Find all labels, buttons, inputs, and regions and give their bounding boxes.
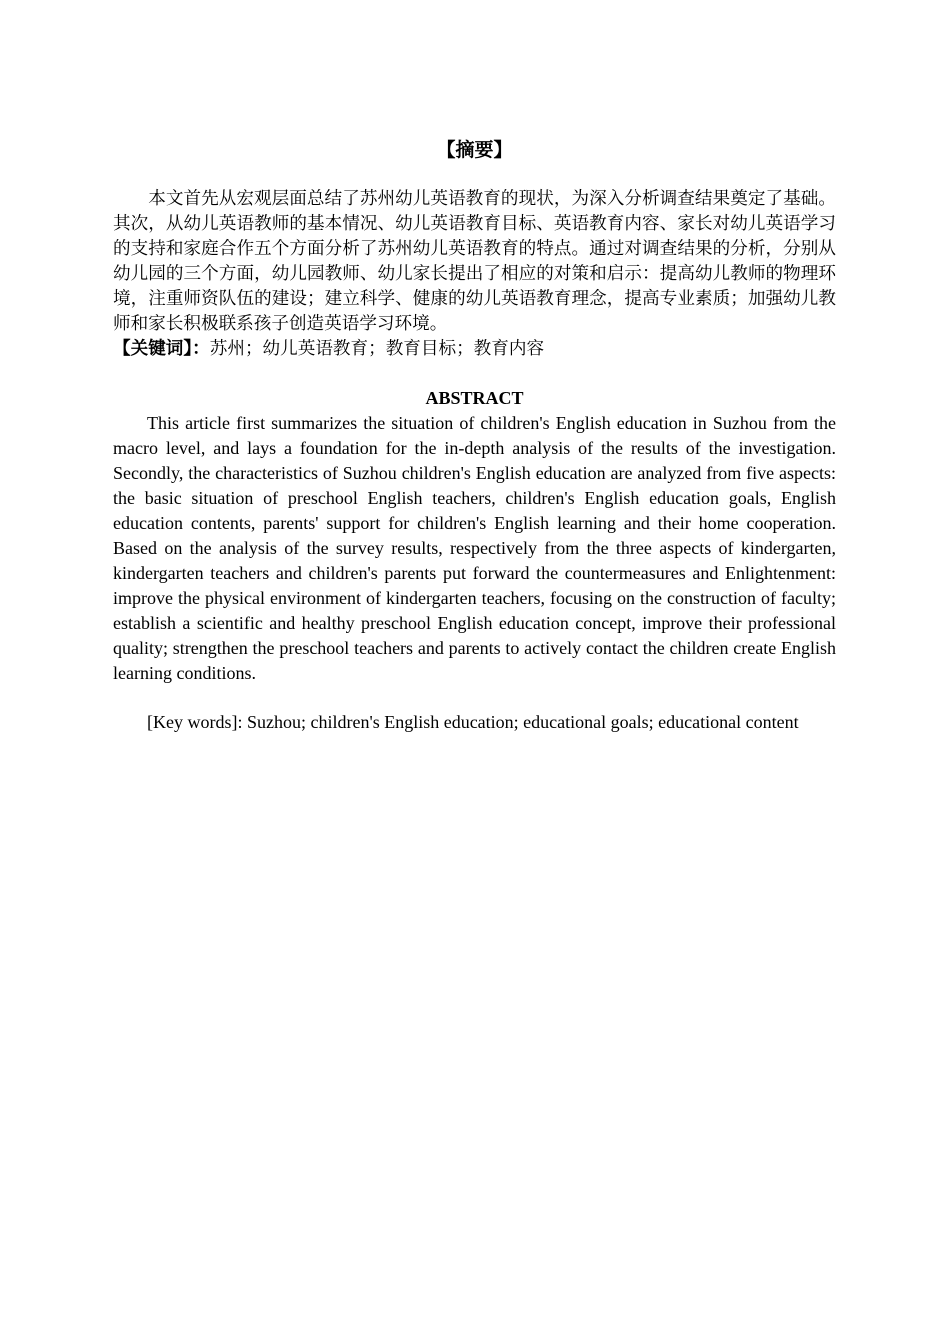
chinese-abstract-body: 本文首先从宏观层面总结了苏州幼儿英语教育的现状，为深入分析调查结果奠定了基础。其次，从幼儿英语教师的基本情况、幼儿英语教育目标、英语教育内容、家长对幼儿英语学习的支持和家庭合作五个方面分析了苏州幼儿英语教育的特点。通过对调查结果的分析，分别从幼儿园的三个方面，幼儿园教师、幼儿家长提出了相应的对策和启示：提高幼儿教师的物理环境，注重师资队伍的建设；建立科学、健康的幼儿英语教育理念，提高专业素质；加强幼儿教师和家长积极联系孩子创造英语学习环境。 <box>113 189 836 334</box>
chinese-abstract-title: 【摘要】 <box>436 139 513 161</box>
chinese-keywords-label: 【关键词】： <box>113 339 210 359</box>
english-keywords: [Key words]: Suzhou; children's English education; educational goals; educational content <box>147 712 799 732</box>
chinese-keywords <box>113 337 836 362</box>
english-abstract-body: This article first summarizes the situation of children's English education in Suzhou from the macro level, and lays a foundation for the in-depth analysis of the results of the investigation. Secondly, the characteristics of Suzhou children's English education are analyzed from five aspects: the basic situation of preschool English teachers, children's English education goals, English education contents, parents' support for children's English learning and their home cooperation. Based on the analysis of the survey results, respectively from the three aspects of kindergarten, kindergarten teachers and children's parents put forward the countermeasures and Enlightenment: improve the physical environment of kindergarten teachers, focusing on the construction of faculty; establish a scientific and healthy preschool English education concept, improve their professional quality; strengthen the preschool teachers and parents to actively contact the children create English learning conditions. <box>113 413 836 683</box>
english-abstract-title: ABSTRACT <box>425 388 524 408</box>
chinese-keywords-list: 苏州；幼儿英语教育；教育目标；教育内容 <box>209 339 545 359</box>
